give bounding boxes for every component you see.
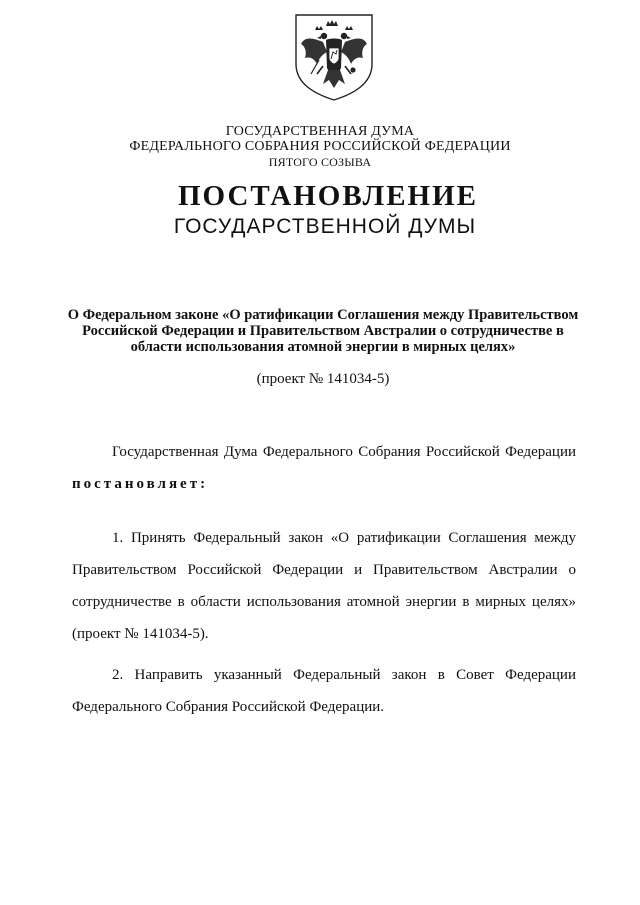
resolution-item-2: 2. Направить указанный Федеральный закон в Совет Федерации Федерального Собрания Российской Федерации. xyxy=(72,667,576,715)
org-name-line-1: ГОСУДАРСТВЕННАЯ ДУМА xyxy=(225,124,415,139)
resolution-intro xyxy=(72,436,576,500)
law-title: О Федеральном законе «О ратификации Соглашения между Правительством Российской Федерации и Правительством Австралии о сотрудничестве в области использования атомной энергии в мирных целях» xyxy=(67,307,579,355)
org-name-line-2: ФЕДЕРАЛЬНОГО СОБРАНИЯ РОССИЙСКОЙ ФЕДЕРАЦИИ xyxy=(129,139,511,154)
resolution-verb: постановляет: xyxy=(72,476,209,492)
russian-coat-of-arms-icon xyxy=(293,12,375,102)
law-project-number: (проект № 141034-5) xyxy=(256,371,390,387)
intro-text: Государственная Дума Федерального Собрания Российской Федерации xyxy=(112,444,576,460)
convocation-label: ПЯТОГО СОЗЫВА xyxy=(268,155,372,169)
resolution-item-1: 1. Принять Федеральный закон «О ратификации Соглашения между Правительством Российской Федерации и Правительством Австралии о сотрудничестве в области использования атомной энергии в мирных целях» (проект № 141034-5). xyxy=(72,530,576,642)
document-type-subtitle: ГОСУДАРСТВЕННОЙ ДУМЫ xyxy=(173,215,477,238)
document-type-title: ПОСТАНОВЛЕНИЕ xyxy=(177,180,478,212)
